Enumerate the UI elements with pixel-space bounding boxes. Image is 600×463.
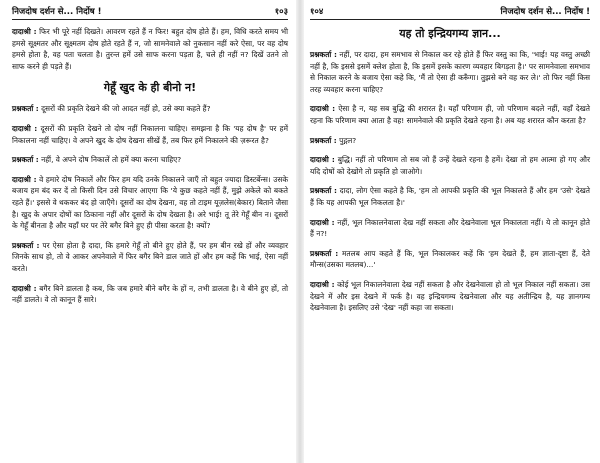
paragraph-text: नहीं, पर दादा, हम समभाव से निकाल कर रहे होते हैं फिर वस्तु का कि, 'भाई! यह वस्तु अच्छी नहीं है, कि इससे इसमें क्लेश होता है, कि इसमें इसके कारण व्यवहार बिगड़ता है।' पर सामनेवाला समभाव से निकाल करने के बजाय ऐसा कहे कि, 'मैं तो ऐसा ही करूँगा। तुझसे बने वह कर ले।' तो फिर नहीं किस तरह व्यवहार करना चाहिए? <box>310 50 590 94</box>
paragraph-text: दादा, लोग ऐसा कहते है कि, 'हम तो आपकी प्रकृति की भूल निकालते हैं और हम 'उसे' देखते हैं कि यह आपकी भूल निकलता है।' <box>310 186 590 207</box>
paragraph-text: दूसरों की प्रकृति देखने तो दोष नहीं निकालना चाहिए। समझना है कि 'यह दोष है' पर हमें निकालना नहीं चाहिए। वे अपने खुद के दोष देखना सीखें हैं, तब फिर हमें निकालने की ज़रूरत है? <box>12 123 288 145</box>
left-page-header <box>12 6 288 20</box>
left-running-title: निजदोष दर्शन से... निर्दोष ! <box>12 7 102 17</box>
paragraph <box>310 217 590 240</box>
paragraph <box>310 185 590 208</box>
paragraph-text: दूसरों की प्रकृति देखने की जो आदत नहीं हो, उसे क्या कहते हैं? <box>41 104 211 114</box>
paragraph <box>310 49 590 95</box>
speaker-label: प्रश्नकर्ता : <box>12 104 39 114</box>
left-page-number: १०३ <box>274 7 288 17</box>
speaker-label: प्रश्नकर्ता : <box>12 240 40 250</box>
paragraph-text: बगैर बिने डालता है कब, कि जब हमारे बीने बगैर के हों न, तभी डालता है। वे बीने हुए हों, तो नहीं डालते। वे तो कानून हैं सारे। <box>12 283 288 305</box>
paragraph <box>12 174 288 232</box>
paragraph-text: ऐसा है न, यह सब बुद्धि की शरारत है। यहाँ परिणाम ही, जो परिणाम बदले नहीं, वहाँ देखते रहना कि परिणाम क्या आता है वह! सामनेवाले की प्रकृति देखते रहना है। अब यह शरारत कौन करता है? <box>310 104 590 125</box>
paragraph <box>12 123 288 146</box>
paragraph <box>310 248 590 271</box>
paragraph-text: वे हमारे दोष निकालें और फिर हम यदि उनके निकालने जाएँ तो बहुत ज्यादा डिस्टर्बेन्स। उसके बजाय हम बंद कर दें तो किसी दिन उसे विचार आएगा कि 'ये कुछ कहते नहीं हैं, मुझे अकेले को बकते रहते हैं।' इससे वे थककर बंद हो जाएँगे। दूसरों का दोष देखना, वह तो टाइम यूज़लेस(बेकार) बिताने जैसा है। खुद के अपार दोषों का ठिकाना नहीं और दूसरों के दोष देखता है। अरे भाई! तू तेरे गेहूँ बीन न। दूसरों के गेहूँ बीनता है और यहाँ घर पर तेरे बगैर बिने हुए ही पीसा करता है! क्यों? <box>12 174 288 231</box>
book-gutter <box>296 0 304 463</box>
right-page <box>304 0 600 463</box>
paragraph <box>12 103 288 115</box>
speaker-label: दादाश्री : <box>310 217 335 227</box>
section-title: यह तो इन्द्रियगम्य ज्ञान... <box>399 27 501 40</box>
speaker-label: प्रश्नकर्ता : <box>12 155 39 165</box>
right-running-title: निजदोष दर्शन से... निर्दोष ! <box>500 7 590 17</box>
speaker-label: प्रश्नकर्ता : <box>310 135 337 145</box>
speaker-label: दादाश्री : <box>12 123 38 133</box>
speaker-label: दादाश्री : <box>310 104 336 114</box>
paragraph <box>310 103 590 126</box>
paragraph-text: पर ऐसा होता है दादा, कि हमारे गेहूँ तो बीने हुए होते हैं, पर हम बीन रखे हों और व्यवहार जिनके साथ हो, तो वे आकर अपनेवाले में फिर बगैर बिने डाल जाते हों और हम कहें कि भाई, ऐसा नहीं करते। <box>12 240 288 273</box>
paragraph <box>310 135 590 147</box>
paragraph <box>12 154 288 166</box>
paragraph <box>12 283 288 306</box>
speaker-label: दादाश्री : <box>12 27 37 36</box>
section-title: गेहूँ खुद के ही बीनो न! <box>103 81 197 95</box>
speaker-label: प्रश्नकर्ता : <box>310 186 337 196</box>
paragraph <box>310 154 590 177</box>
speaker-label: दादाश्री : <box>310 279 335 289</box>
paragraph-text: कोई भूल निकालनेवाला देख नहीं सकता है और देखनेवाला हो तो भूल निकाल नहीं सकता। उस देखने में और इस देखने में फर्क है। वह इन्द्रियगम्य देखनेवाला और यह अतीन्द्रिय है, यह ज्ञानगम्य देखनेवाला है। इसलिए उसे 'देख' नहीं कहा जा सकता। <box>310 279 590 313</box>
right-page-header <box>310 6 590 20</box>
paragraph <box>12 240 288 275</box>
paragraph-text: नहीं, वे अपने दोष निकालें तो हमें क्या करना चाहिए? <box>41 155 182 165</box>
paragraph-text: मतलब आप कहते हैं कि, भूल निकालकर कहें कि 'हम देखते हैं, हम ज्ञाता-दृष्टा हैं, देते मौन्स(उसका मतलब)...' <box>310 248 590 270</box>
speaker-label: दादाश्री : <box>12 174 37 184</box>
paragraph-text: पुद्गल? <box>339 135 357 145</box>
paragraph <box>12 26 288 72</box>
right-page-number: १०४ <box>310 7 324 17</box>
paragraph-text: बुद्धि। नहीं तो परिणाम तो सब जो हैं उन्हें देखते रहना है हमें। देखा तो हम आत्मा हो गए और यदि दोषों को देखोगे तो प्रकृति हो जाओगे। <box>310 155 590 176</box>
paragraph <box>310 279 590 314</box>
speaker-label: दादाश्री : <box>310 155 335 165</box>
speaker-label: प्रश्नकर्ता : <box>310 248 339 258</box>
paragraph-text: फिर भी पूरे नहीं दिखते। आवरण रहते हैं न फिर! बहुत दोष होते हैं। हम, विधि करते समय भी हमसे सूक्ष्मतर और सूक्ष्मतम दोष होते रहते हैं न, जो सामनेवाले को नुकसान नहीं करे ऐसा, पर वह दोष हमसे होता है, वह पता चलता है। तुरन्त हमें उसे साफ करना पड़ता है, चले ही नहीं न? दिखें उतने तो साफ करने ही पड़ते हैं। <box>12 27 288 71</box>
left-page <box>0 0 296 463</box>
paragraph-text: नहीं, भूल निकालनेवाला देख नहीं सकता और देखनेवाला भूल निकालता नहीं। ये तो कानून होते हैं न?! <box>310 217 590 239</box>
speaker-label: प्रश्नकर्ता : <box>310 50 337 59</box>
speaker-label: दादाश्री : <box>12 283 37 293</box>
